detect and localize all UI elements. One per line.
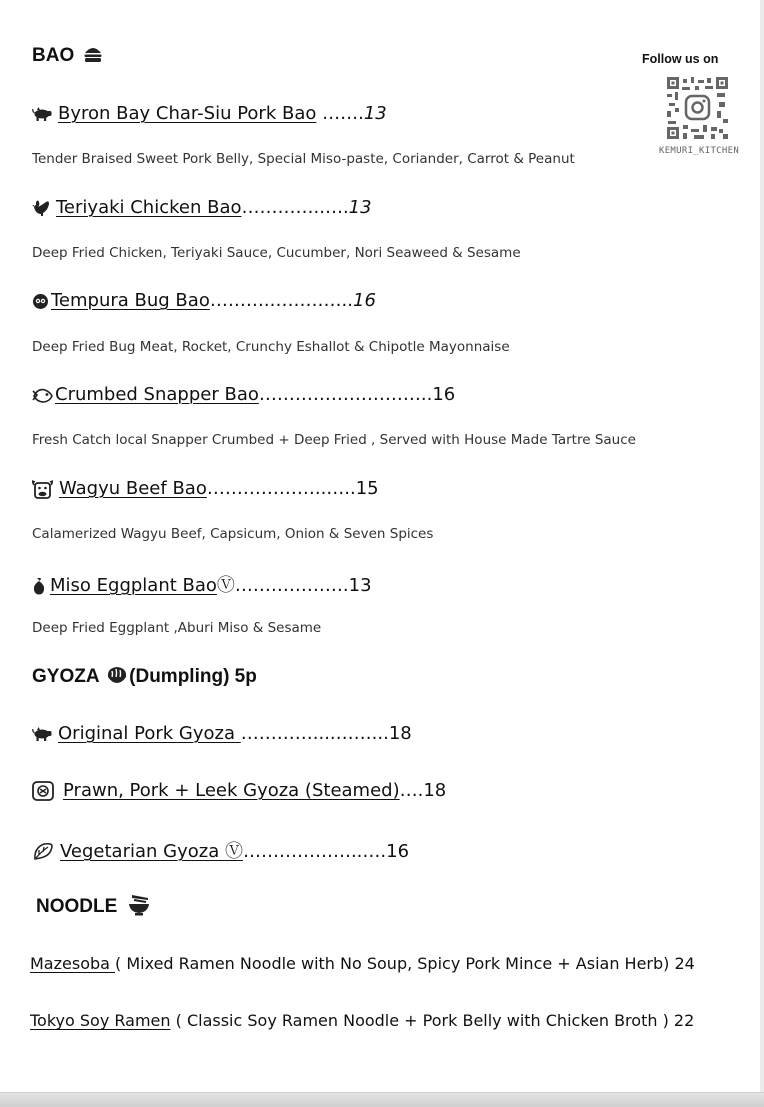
menu-item-bao-6 [32, 571, 372, 597]
section-heading-bao [32, 45, 109, 67]
leader-dots: ……………………….. [258, 384, 433, 405]
menu-item-bao-4 [32, 384, 455, 405]
fish-icon [32, 387, 54, 404]
item-name: Tempura Bug Bao [51, 290, 210, 311]
menu-item-gyoza-3 [32, 837, 409, 863]
qr-code-icon[interactable] [667, 77, 728, 139]
leaf-icon [32, 842, 54, 862]
item-price: 13 [348, 575, 372, 596]
shrimp-icon [32, 781, 54, 801]
item-price: 16 [353, 290, 376, 311]
burger-icon [83, 45, 103, 63]
item-name: Miso Eggplant Bao [50, 575, 217, 596]
instagram-handle: KEMURI_KITCHEN [659, 146, 740, 156]
gyoza-subheading: (Dumpling) 5p [129, 666, 257, 687]
item-name: Tokyo Soy Ramen [30, 1011, 171, 1030]
cow-icon [32, 480, 53, 499]
leader-dots: ………………..….. [206, 478, 356, 499]
noodle-bowl-icon [128, 894, 150, 916]
menu-item-gyoza-1 [32, 723, 412, 744]
menu-item-noodle-2 [30, 1011, 694, 1030]
item-price: 18 [388, 723, 412, 744]
item-description: Fresh Catch local Snapper Crumbed + Deep Fried , Served with House Made Tartre Sauce [32, 432, 636, 448]
leader-dots: ……. [316, 103, 364, 124]
gyoza-heading-text: GYOZA [32, 666, 99, 687]
item-price: 24 [674, 954, 695, 973]
leader-dots: ……….………….. [209, 290, 353, 311]
page-bottom-edge [0, 1092, 764, 1107]
bug-icon [32, 293, 49, 310]
item-description: Tender Braised Sweet Pork Belly, Special Miso-paste, Coriander, Carrot & Peanut [32, 151, 575, 167]
item-price: 13 [348, 197, 372, 218]
item-name: Byron Bay Char-Siu Pork Bao [58, 103, 317, 124]
item-name: Crumbed Snapper Bao [55, 384, 259, 405]
menu-item-gyoza-2 [32, 780, 446, 801]
dumpling-icon [106, 665, 128, 685]
item-price: 16 [386, 841, 410, 862]
item-name: Original Pork Gyoza [58, 723, 241, 744]
item-price: 16 [432, 384, 456, 405]
item-price: 18 [423, 780, 447, 801]
item-description: Deep Fried Eggplant ,Aburi Miso & Sesame [32, 620, 322, 636]
item-name: Mazesoba [30, 954, 116, 973]
item-description: ( Mixed Ramen Noodle with No Soup, Spicy Pork Mince + Asian Herb) [115, 954, 670, 973]
menu-item-bao-2 [32, 197, 372, 218]
pig-icon [32, 727, 52, 741]
vegan-icon: Ⓥ [216, 575, 235, 596]
item-price: 13 [363, 103, 387, 124]
noodle-heading-text: NOODLE [36, 896, 118, 917]
follow-us-label: Follow us on [642, 52, 719, 66]
item-name: Teriyaki Chicken Bao [56, 197, 242, 218]
leader-dots: ………………. [234, 575, 349, 596]
item-name: Vegetarian Gyoza [60, 841, 225, 862]
item-name: Prawn, Pork + Leek Gyoza (Steamed) [63, 780, 400, 801]
leader-dots: …………..…. [241, 197, 349, 218]
menu-item-noodle-1 [30, 954, 695, 973]
item-description: Deep Fried Chicken, Teriyaki Sauce, Cucumber, Nori Seaweed & Sesame [32, 245, 521, 261]
item-price: 15 [355, 478, 379, 499]
leader-dots: ………………..…. [242, 841, 387, 862]
menu-item-bao-1 [32, 103, 387, 124]
vegan-icon: Ⓥ [224, 841, 243, 862]
item-name: Wagyu Beef Bao [59, 478, 207, 499]
eggplant-icon [32, 577, 46, 595]
item-price: 22 [673, 1011, 695, 1030]
leader-dots: …………....……... [240, 723, 389, 744]
page-right-edge [760, 0, 764, 1093]
chicken-icon [32, 199, 50, 217]
leader-dots: …. [399, 780, 424, 801]
item-description: Calamerized Wagyu Beef, Capsicum, Onion & Seven Spices [32, 526, 434, 542]
section-heading-gyoza [32, 666, 257, 688]
item-description: Deep Fried Bug Meat, Rocket, Crunchy Eshallot & Chipotle Mayonnaise [32, 339, 510, 355]
menu-item-bao-3 [32, 290, 376, 311]
section-heading-noodle [36, 896, 156, 918]
pig-icon [32, 107, 52, 121]
bao-heading-text: BAO [32, 45, 75, 66]
menu-item-bao-5 [32, 478, 379, 499]
item-description: ( Classic Soy Ramen Noodle + Pork Belly with Chicken Broth ) [170, 1011, 669, 1030]
